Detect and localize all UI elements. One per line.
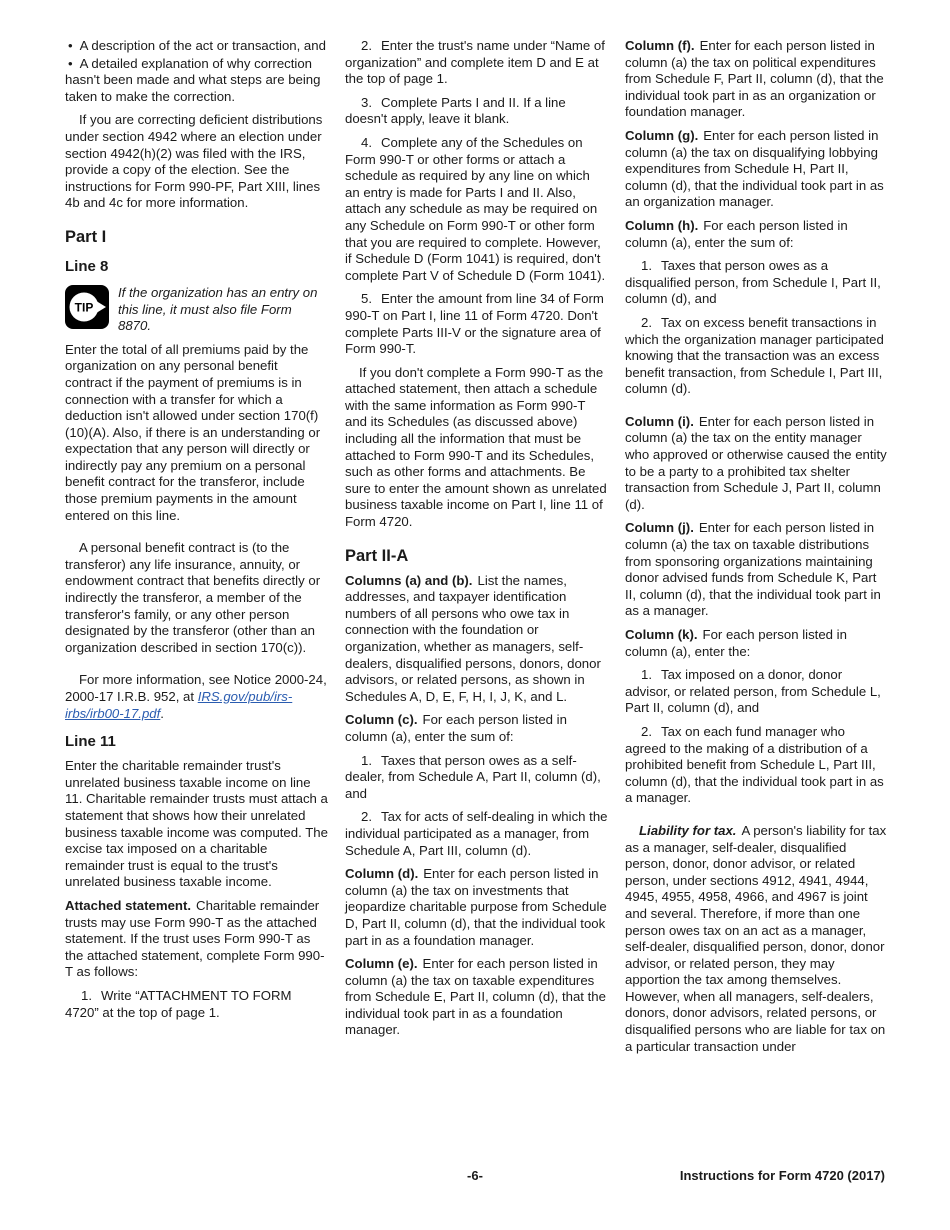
- run-in-heading: Column (i).: [625, 413, 694, 429]
- numbered-item: [65, 988, 328, 1021]
- paragraph-text: Enter for each person listed in column (a) the tax on investments that jeopardize charitable purpose from Schedule D, Part II, column (d), that the individual took part in as a foundation manager.: [345, 866, 607, 948]
- paragraph-liability-for-tax: [625, 823, 888, 1055]
- run-in-heading: Columns (a) and (b).: [345, 572, 473, 588]
- numbered-item: [625, 724, 888, 807]
- item-number: 4.: [361, 134, 372, 150]
- column-1: [65, 38, 328, 1021]
- numbered-item: [345, 809, 608, 859]
- run-in-heading-italic: Liability for tax.: [639, 822, 737, 838]
- paragraph-text: Enter for each person listed in column (a) the tax on disqualifying lobbying expenditures from Schedule H, Part II, column (d), that the individual took part in as an organization manager.: [625, 127, 884, 210]
- item-text: Taxes that person owes as a disqualified person, from Schedule I, Part II, column (d), and: [625, 258, 881, 307]
- paragraph: Enter the total of all premiums paid by the organization on any personal benefit contract if the payment of premiums is in connection with a transfer for which a deduction isn't allowed under section 170(f)(10)(A). Also, if there is an understanding or expectation that any person will directly or indirectly pay any premium on a personal benefit contract for the transferor, include those premium payments in the amount entered on this line.: [65, 341, 321, 523]
- item-text: Enter the amount from line 34 of Form 990-T on Part I, line 11 of Form 4720. Don't complete Parts III-V or the signature area of Form 990-T.: [345, 291, 604, 357]
- page-footer: [65, 1168, 885, 1186]
- column-2: [345, 38, 608, 1039]
- run-in-heading: Column (k).: [625, 627, 698, 642]
- page-number: -6-: [467, 1168, 483, 1183]
- item-text: Tax on excess benefit transactions in which the organization manager participated knowing that the transaction was an excess benefit transaction, from Schedule I, Part III, column (d).: [625, 314, 884, 397]
- paragraph: [65, 672, 328, 722]
- numbered-item: [345, 753, 608, 803]
- paragraph: A personal benefit contract is (to the transferor) any life insurance, annuity, or endowment contract that benefits directly or indirectly the transferor, a member of the transferor's family, or any other person designated by the transferor (other than an organization described in section 170(c)).: [65, 540, 321, 655]
- numbered-item: [345, 135, 608, 284]
- tip-icon: [65, 285, 109, 329]
- paragraph-text: .: [160, 705, 164, 721]
- item-number: 1.: [361, 752, 372, 768]
- item-text: Taxes that person owes as a self-dealer, from Schedule A, Part II, column (d), and: [345, 752, 601, 801]
- run-in-heading: Column (e).: [345, 956, 418, 972]
- numbered-item: [625, 667, 888, 717]
- paragraph: If you don't complete a Form 990-T as the attached statement, then attach a schedule with the same information as Form 990-T and its Schedules (as discussed above) including all the information that must be attached to Form 990-T and its Schedules, such as other forms and attachments. Be sure to enter the amount shown as unrelated business taxable income on Part I, line 11 of Form 4720.: [345, 364, 607, 530]
- numbered-item: [345, 95, 608, 128]
- svg-text:TIP: TIP: [74, 300, 94, 315]
- item-number: 1.: [641, 258, 652, 274]
- item-number: 5.: [361, 291, 372, 307]
- section-heading-part-ii-a: Part II-A: [345, 546, 409, 565]
- paragraph-column-g: [625, 128, 888, 211]
- paragraph-text: Charitable remainder trusts may use Form 990-T as the attached statement. If the trust uses Form 990-T as the attached statement, complete Form 990-T as follows:: [65, 897, 325, 980]
- paragraph-text: For more information, see Notice 2000-24, 2000-17 I.R.B. 952, at: [65, 672, 327, 704]
- column-3: [625, 38, 888, 1055]
- paragraph-text: A person's liability for tax as a manager, self-dealer, disqualified person, donor, donor advisor, or related person, under sections 4912, 4941, 4944, 4945, 4955, 4958, 4966, and 4967 is joint and several. Therefore, if more than one person owes tax on an act as a manager, self-dealer, disqualified person, donor, donor advisor, or related person, they may apportion the tax among themselves. However, when all managers, self-dealers, donors, donor advisors, related persons, or disqualified persons who are liable for tax on a particular transaction under: [625, 822, 887, 1054]
- paragraph-attached-statement: [65, 898, 328, 981]
- paragraph-text: For each person listed in column (a), enter the:: [625, 627, 847, 659]
- bullet-item: • A description of the act or transaction, and: [65, 38, 328, 55]
- run-in-heading: Attached statement.: [65, 897, 192, 913]
- paragraph-column-d: [345, 866, 608, 949]
- run-in-heading: Column (f).: [625, 38, 695, 53]
- paragraph-column-j: [625, 520, 888, 620]
- item-text: Write “ATTACHMENT TO FORM 4720” at the top of page 1.: [65, 987, 292, 1020]
- run-in-heading: Column (d).: [345, 866, 419, 882]
- paragraph-text: Enter for each person listed in column (a) the tax on taxable expenditures from Schedule E, Part II, column (d), that the individual took part in as a foundation manager.: [345, 956, 606, 1038]
- item-number: 2.: [361, 809, 372, 825]
- paragraph-column-c: [345, 712, 608, 745]
- numbered-item: [345, 291, 608, 357]
- item-text: Complete Parts I and II. If a line doesn't apply, leave it blank.: [345, 94, 566, 127]
- item-number: 2.: [361, 38, 372, 53]
- run-in-heading: Column (g).: [625, 127, 699, 143]
- paragraph: If you are correcting deficient distributions under section 4942 where an election under section 4942(h)(2) was filed with the IRS, provide a copy of the election. See the instructions for Form 990-PF, Part XIII, lines 4b and 4c for more information.: [65, 112, 323, 211]
- paragraph-column-f: [625, 38, 888, 121]
- paragraph-column-k: [625, 627, 888, 660]
- section-heading-line-11: Line 11: [65, 733, 116, 751]
- item-number: 3.: [361, 94, 372, 110]
- paragraph-text: List the names, addresses, and taxpayer identification numbers of all persons who owe tax in connection with the foundation or organization, whether as managers, self-dealers, disqualified persons, donors, donor advisors, or related persons, as shown in Schedules A, D, E, F, H, I, J, K, and L.: [345, 572, 601, 704]
- paragraph-columns-a-b: [345, 573, 608, 706]
- bullet-item: • A detailed explanation of why correction hasn't been made and what steps are being taken to make the correction.: [65, 56, 328, 106]
- item-text: Tax on each fund manager who agreed to the making of a distribution of a prohibited benefit from Schedule L, Part III, column (d), that the individual took part in as a manager.: [625, 723, 884, 806]
- tip-text: If the organization has an entry on this line, it must also file Form 8870.: [118, 284, 318, 334]
- paragraph-column-i: [625, 414, 888, 514]
- item-number: 1.: [641, 667, 652, 683]
- paragraph-text: Enter for each person listed in column (a) the tax on political expenditures from Schedule F, Part II, column (d), that the individual took part in as an organization or foundation manager.: [625, 38, 884, 120]
- section-heading-part-i: Part I: [65, 227, 107, 246]
- run-in-heading: Column (h).: [625, 217, 699, 233]
- item-number: 1.: [81, 987, 92, 1003]
- numbered-item: [625, 315, 888, 398]
- paragraph-text: For each person listed in column (a), enter the sum of:: [625, 217, 848, 250]
- paragraph-text: Enter for each person listed in column (a) the tax on the entity manager who approved or otherwise caused the entity to be a party to a prohibited tax shelter transaction from Schedule J, Part II, column (d).: [625, 413, 887, 512]
- paragraph-column-h: [625, 218, 888, 251]
- irs-irb-link[interactable]: IRS.gov/pub/irs-irbs/irb00-17.pdf: [65, 689, 293, 721]
- item-number: 2.: [641, 314, 652, 330]
- run-in-heading: Column (c).: [345, 712, 418, 728]
- item-text: Enter the trust's name under “Name of organization” and complete item D and E at the top of page 1.: [345, 38, 605, 87]
- paragraph: Enter the charitable remainder trust's unrelated business taxable income on line 11. Charitable remainder trusts must attach a statement that shows how their unrelated business taxable income was computed. The excise tax imposed on a charitable remainder trust is equal to the trust's unrelated business taxable income.: [65, 758, 328, 890]
- item-text: Complete any of the Schedules on Form 990-T or other forms or attach a schedule as required by any line on which an entry is made for Parts I and II. Also, attach any schedule as may be required on any Schedule on Form 990-T or other form that you are required to complete. However, if Schedule D (Form 1041) is required, don't complete Part V of Schedule D (Form 1041).: [345, 134, 606, 283]
- paragraph-text: For each person listed in column (a), enter the sum of:: [345, 712, 567, 744]
- section-heading-line-8: Line 8: [65, 257, 109, 275]
- paragraph-text: Enter for each person listed in column (a) the tax on taxable distributions from sponsoring organizations maintaining donor advised funds from Schedule K, Part II, column (d), that the individual took part in as a manager.: [625, 520, 881, 619]
- item-text: Tax imposed on a donor, donor advisor, or related person, from Schedule L, Part II, column (d), and: [625, 667, 881, 716]
- numbered-item: [345, 38, 608, 88]
- item-text: Tax for acts of self-dealing in which the individual participated as a manager, from Schedule A, Part III, column (d).: [345, 809, 608, 858]
- item-number: 2.: [641, 723, 652, 739]
- paragraph-column-e: [345, 956, 608, 1039]
- document-title: Instructions for Form 4720 (2017): [679, 1168, 885, 1183]
- run-in-heading: Column (j).: [625, 520, 694, 536]
- numbered-item: [625, 258, 888, 308]
- tip-note: [65, 285, 328, 335]
